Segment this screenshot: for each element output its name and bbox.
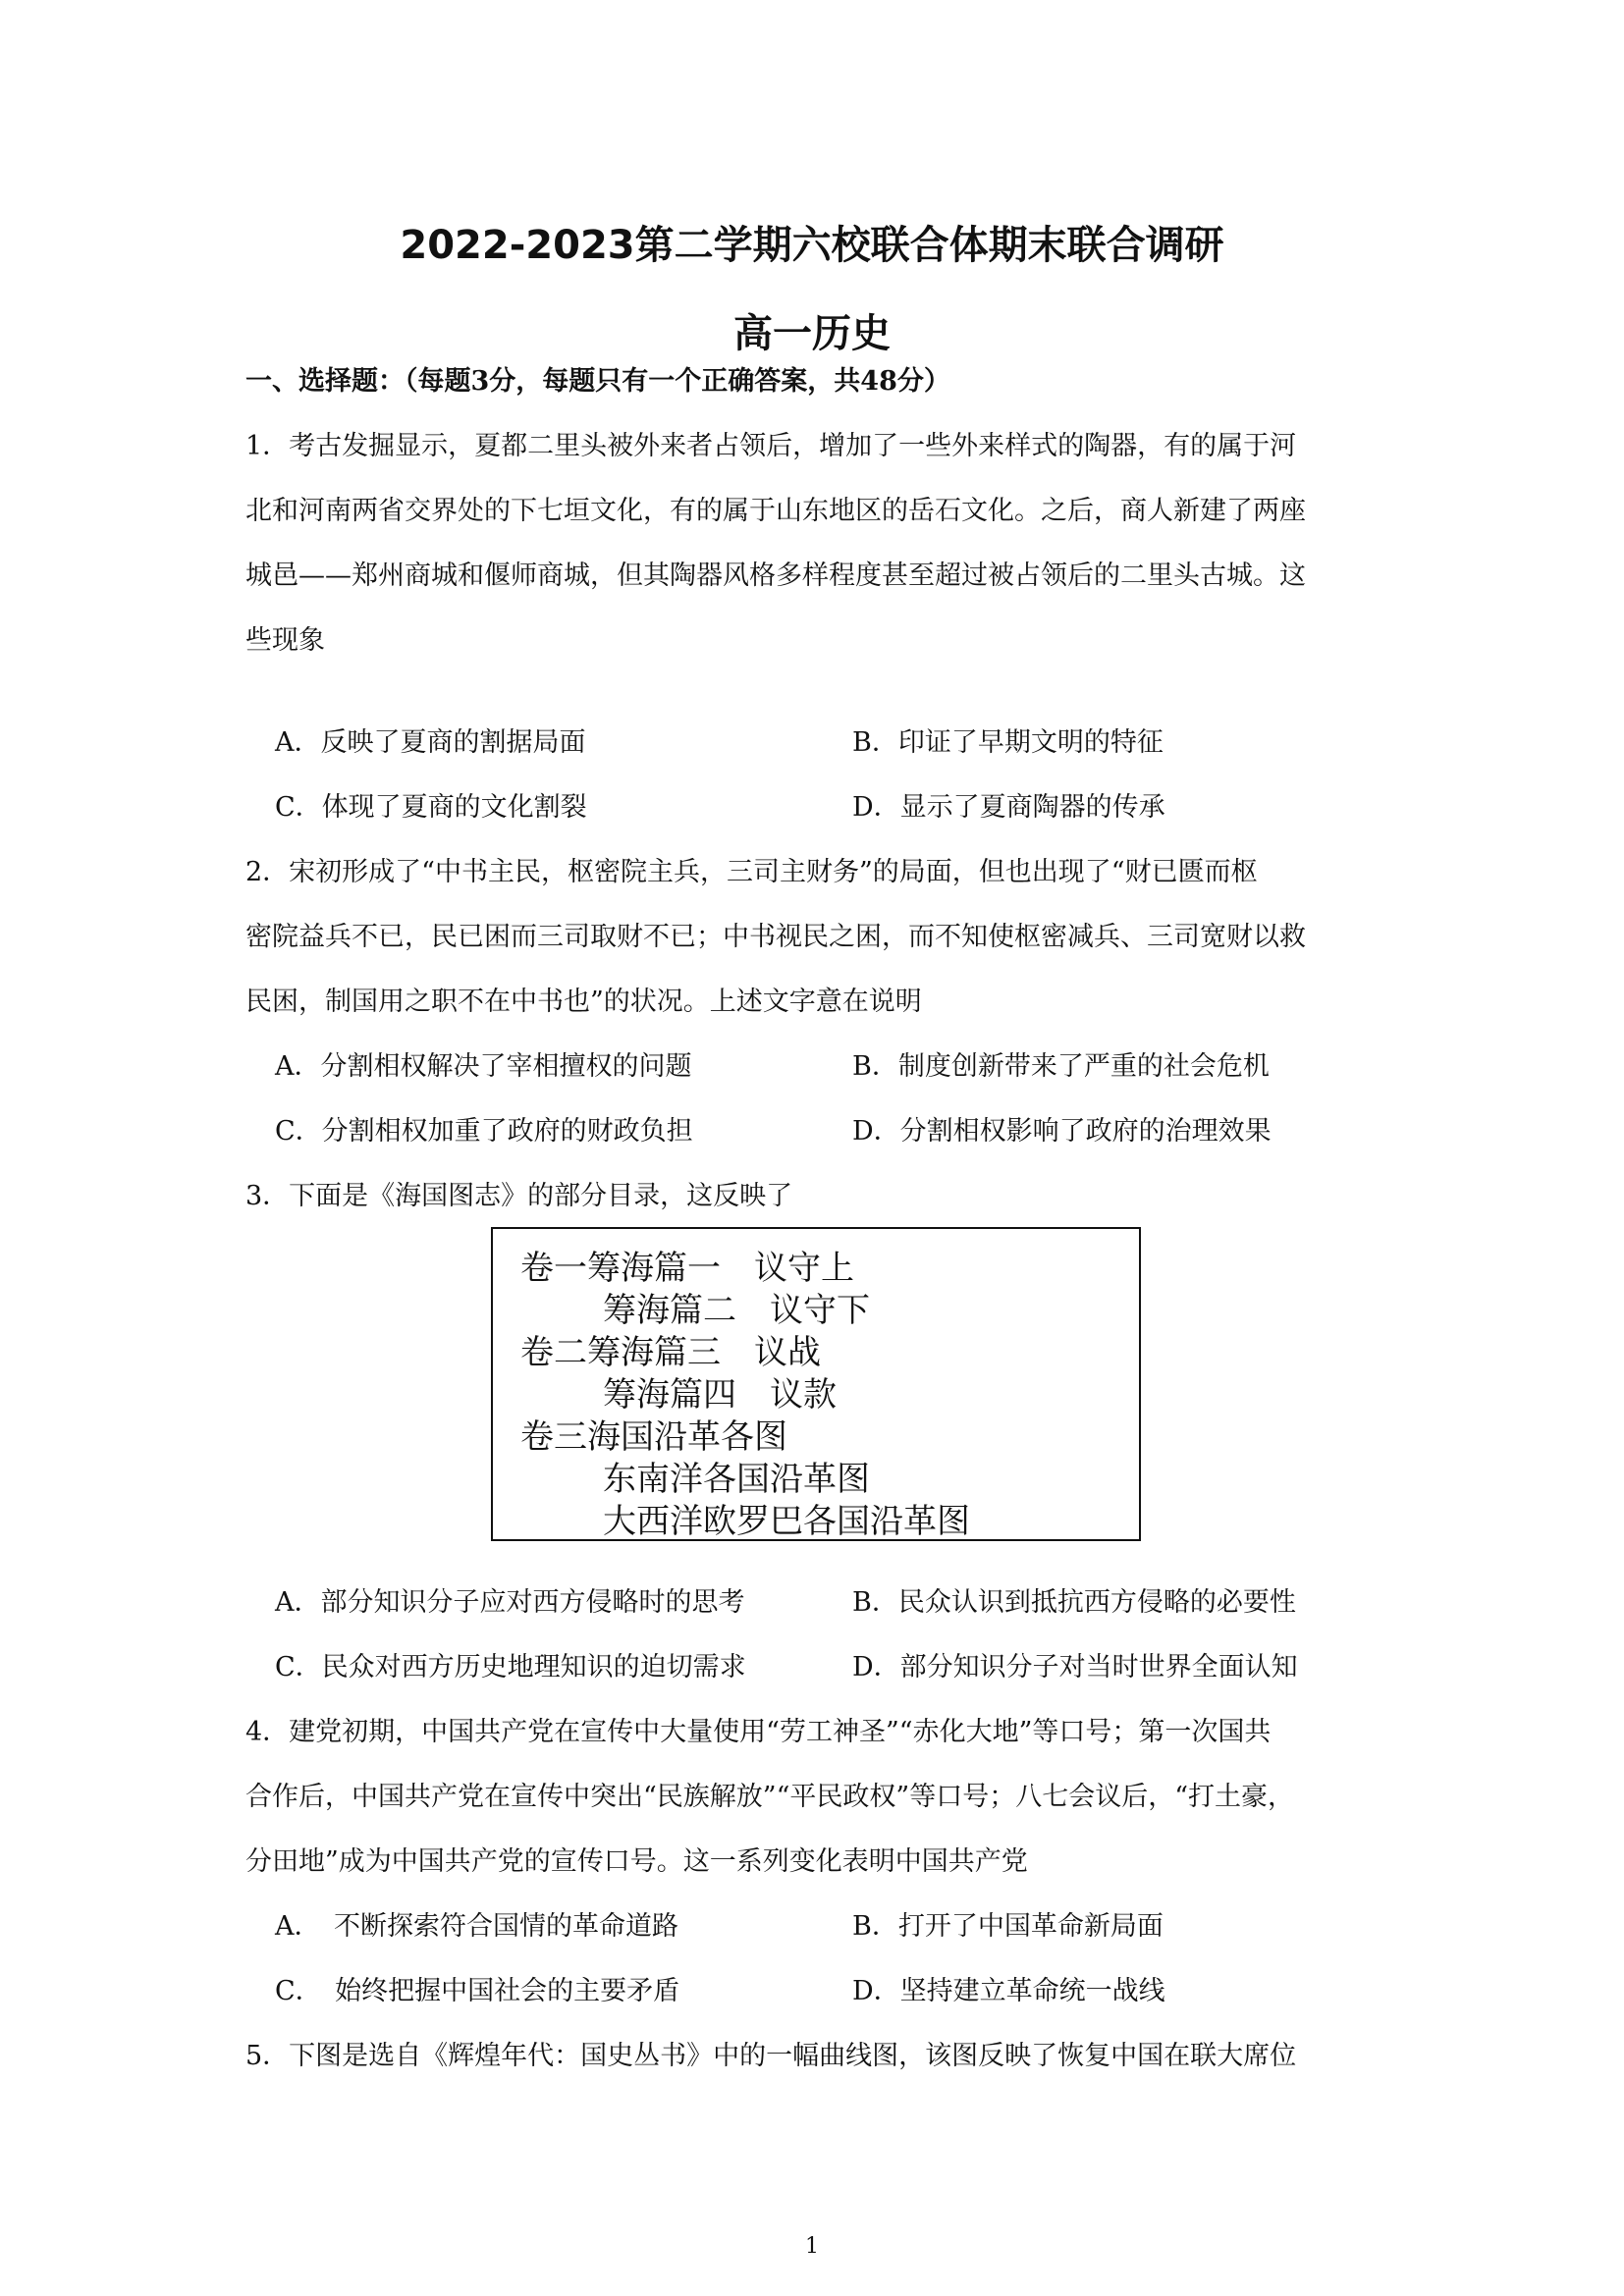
question-1-line-1: 1．考古发掘显示，夏都二里头被外来者占领后，增加了一些外来样式的陶器，有的属于河 xyxy=(245,431,1297,461)
question-2-option-c: C．分割相权加重了政府的财政负担 xyxy=(275,1116,693,1147)
question-2-option-a: A．分割相权解决了宰相擅权的问题 xyxy=(275,1051,692,1082)
catalog-line-2: 筹海篇二 议守下 xyxy=(603,1291,870,1330)
question-1-option-c: C．体现了夏商的文化割裂 xyxy=(275,792,587,823)
question-1-option-a: A．反映了夏商的割据局面 xyxy=(275,727,586,758)
catalog-line-3: 卷二筹海篇三 议战 xyxy=(520,1333,821,1372)
catalog-line-7: 大西洋欧罗巴各国沿革图 xyxy=(603,1502,970,1541)
question-3-option-a: A．部分知识分子应对西方侵略时的思考 xyxy=(275,1587,745,1618)
question-3-line-1: 3．下面是《海国图志》的部分目录，这反映了 xyxy=(245,1181,793,1211)
question-4-line-3: 分田地”成为中国共产党的宣传口号。这一系列变化表明中国共产党 xyxy=(245,1846,1028,1877)
question-1-option-d: D．显示了夏商陶器的传承 xyxy=(852,792,1165,823)
question-4-option-a: A． 不断探索符合国情的革命道路 xyxy=(275,1911,678,1942)
question-2-option-d: D．分割相权影响了政府的治理效果 xyxy=(852,1116,1272,1147)
question-4-option-d: D．坚持建立革命统一战线 xyxy=(852,1976,1165,2006)
question-3-option-c: C．民众对西方历史地理知识的迫切需求 xyxy=(275,1652,746,1682)
question-2-line-3: 民困，制国用之职不在中书也”的状况。上述文字意在说明 xyxy=(245,987,922,1017)
question-2-line-2: 密院益兵不已，民已困而三司取财不已；中书视民之困，而不知使枢密减兵、三司宽财以救 xyxy=(245,922,1306,952)
exam-title: 2022-2023第二学期六校联合体期末联合调研 xyxy=(400,223,1224,268)
question-3-option-b: B．民众认识到抵抗西方侵略的必要性 xyxy=(852,1587,1296,1618)
page-number: 1 xyxy=(805,2234,819,2259)
exam-subject: 高一历史 xyxy=(733,311,891,356)
question-1-option-b: B．印证了早期文明的特征 xyxy=(852,727,1164,758)
question-4-option-b: B．打开了中国革命新局面 xyxy=(852,1911,1164,1942)
catalog-line-6: 东南洋各国沿革图 xyxy=(603,1460,870,1499)
question-3-option-d: D．部分知识分子对当时世界全面认知 xyxy=(852,1652,1298,1682)
question-2-line-1: 2．宋初形成了“中书主民，枢密院主兵，三司主财务”的局面，但也出现了“财已匮而枢 xyxy=(245,857,1258,887)
question-5-line-1: 5．下图是选自《辉煌年代：国史丛书》中的一幅曲线图，该图反映了恢复中国在联大席位 xyxy=(245,2041,1297,2071)
question-1-line-4: 些现象 xyxy=(245,625,325,656)
question-2-option-b: B．制度创新带来了严重的社会危机 xyxy=(852,1051,1270,1082)
catalog-line-5: 卷三海国沿革各图 xyxy=(520,1417,787,1457)
catalog-box xyxy=(491,1227,1141,1541)
catalog-line-1: 卷一筹海篇一 议守上 xyxy=(520,1249,854,1288)
question-4-line-1: 4．建党初期，中国共产党在宣传中大量使用“劳工神圣”“赤化大地”等口号；第一次国共 xyxy=(245,1717,1272,1747)
question-1-line-3: 城邑——郑州商城和偃师商城，但其陶器风格多样程度甚至超过被占领后的二里头古城。这 xyxy=(245,561,1306,591)
question-4-line-2: 合作后，中国共产党在宣传中突出“民族解放”“平民政权”等口号；八七会议后，“打土豪， xyxy=(245,1782,1295,1812)
question-1-line-2: 北和河南两省交界处的下七垣文化，有的属于山东地区的岳石文化。之后，商人新建了两座 xyxy=(245,496,1306,526)
catalog-line-4: 筹海篇四 议款 xyxy=(603,1375,837,1415)
section-heading: 一、选择题：（每题3分，每题只有一个正确答案，共48分） xyxy=(245,366,950,397)
question-4-option-c: C． 始终把握中国社会的主要矛盾 xyxy=(275,1976,680,2006)
